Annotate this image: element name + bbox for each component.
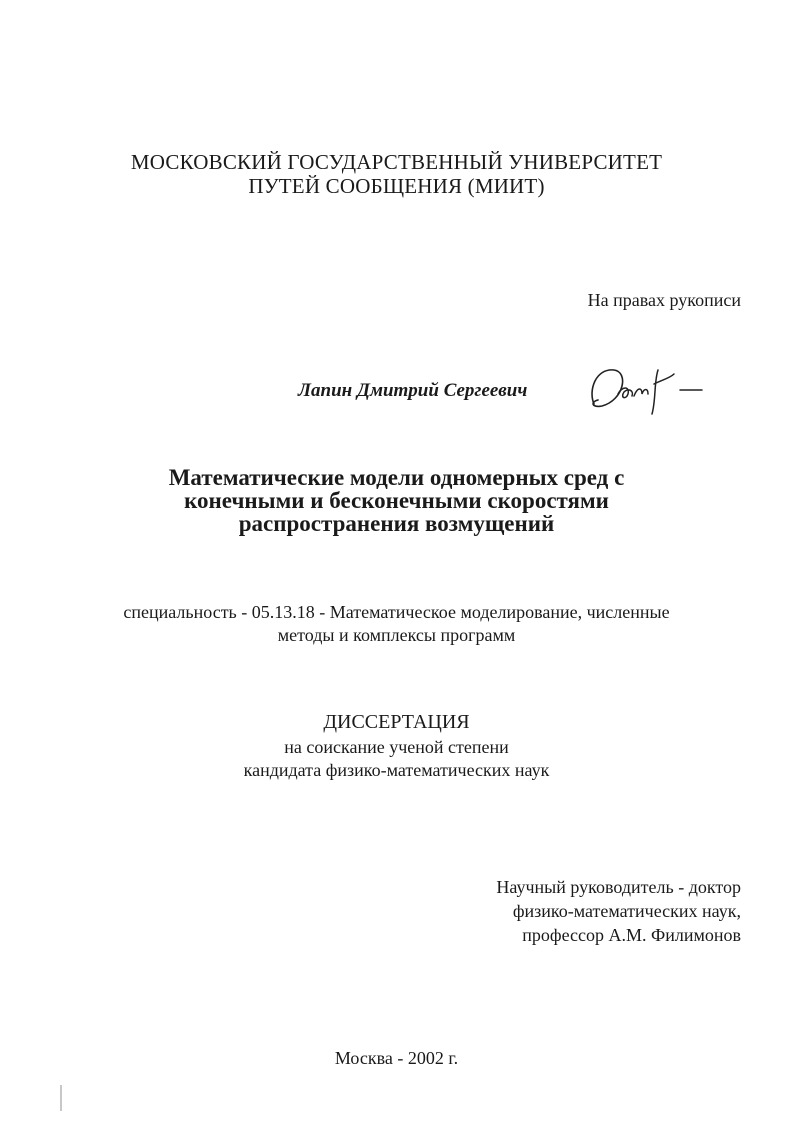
university-name-line-2: ПУТЕЙ СООБЩЕНИЯ (МИИТ) (248, 174, 545, 198)
dissertation-degree-line-1: на соискание ученой степени (284, 737, 509, 757)
supervisor-line-2: физико-математических наук, (512, 901, 741, 921)
thesis-title-line-2: конечными и бесконечными скоростями (184, 488, 609, 513)
specialty-line-1: специальность - 05.13.18 - Математическое моделирование, численные (123, 602, 670, 622)
supervisor-line-3: профессор А.М. Филимонов (522, 925, 741, 945)
supervisor-line-1: Научный руководитель - доктор (496, 877, 741, 897)
city-year: Москва - 2002 г. (334, 1048, 459, 1068)
author-name: Лапин Дмитрий Сергеевич (298, 380, 528, 401)
university-name-line-1: МОСКОВСКИЙ ГОСУДАРСТВЕННЫЙ УНИВЕРСИТЕТ (130, 150, 663, 174)
rights-note: На правах рукописи (587, 290, 741, 310)
dissertation-degree-line-2: кандидата физико-математических наук (243, 760, 550, 780)
thesis-title-line-1: Математические модели одномерных сред с (168, 465, 625, 490)
specialty-line-2: методы и комплексы программ (277, 625, 516, 645)
thesis-title-line-3: распространения возмущений (238, 511, 555, 536)
dissertation-label: ДИССЕРТАЦИЯ (323, 711, 470, 733)
scan-margin-mark (60, 1085, 62, 1111)
handwritten-signature-icon (584, 360, 714, 420)
